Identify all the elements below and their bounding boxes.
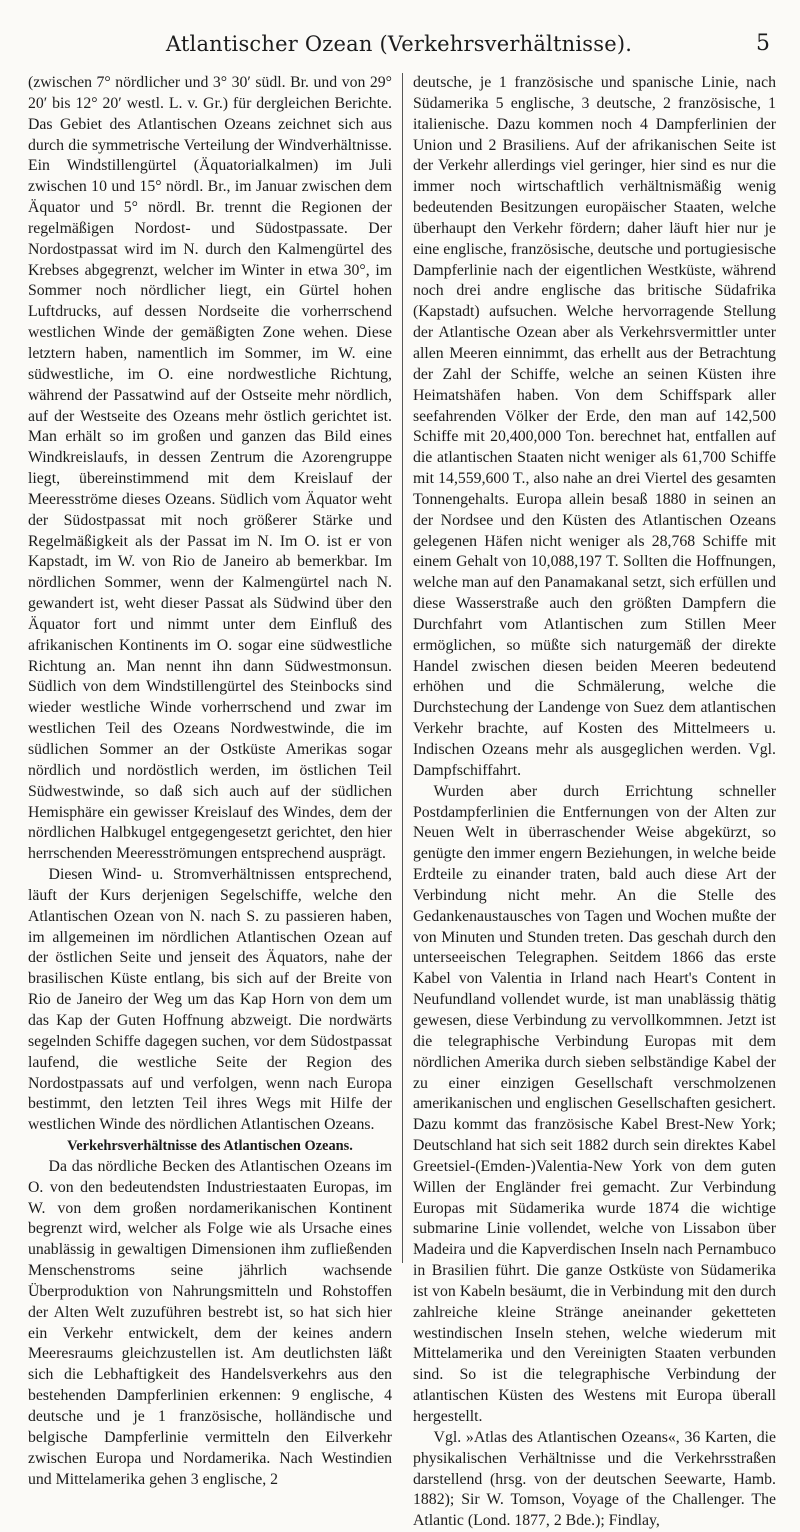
right-column bbox=[413, 73, 776, 1530]
column-divider bbox=[402, 73, 403, 1263]
paragraph-traffic: Da das nördliche Becken des Atlantischen Ozeans im O. von den bedeutendsten Industriestaaten Europas, im W. von dem großen nordamerikanischen Kontinent begrenzt wird, welcher als Folge wie als Ursache eines unablässig in gewaltigen Dimensionen ihm zufließenden Menschenstroms seine jährlich wachsende Überproduktion von Nahrungsmitteln und Rohstoffen der Alten Welt zuzuführen bestrebt ist, so hat sich hier ein Verkehr entwickelt, dem der keines andern Meeresraums gleichzustellen ist. Am deutlichsten läßt sich die Lebhaftigkeit des Handelsverkehrs aus den bestehenden Dampferlinien erkennen: 9 englische, 4 deutsche und je 1 französische, holländische und belgische Dampferlinie vermitteln den Eilverkehr zwischen Europa und Nordamerika. Nach Westindien und Mittelamerika gehen 3 englische, 2 bbox=[28, 1157, 392, 1488]
paragraph-telegraph: Wurden aber durch Errichtung schneller Postdampferlinien die Entfernungen von der Alten zur Neuen Welt in überraschender Weise abgekürzt, so genügte den immer engern Beziehungen, in welche beide Erdteile zu einander traten, bald auch diese Art der Verbindung nicht mehr. An die Stelle des Gedankenaustausches von Tagen und Wochen mußte der von Minuten und Stunden treten. Das geschah durch den unterseeischen Telegraphen. Seitdem 1866 das erste Kabel von Valentia in Irland nach Heart's Content in Neufundland vollendet wurde, ist man unablässig thätig gewesen, diese Verbindung zu vervollkommnen. Jetzt ist die telegraphische Verbindung Europas mit dem nördlichen Amerika durch sieben selbständige Kabel der zu einer einzigen Gesellschaft verschmolzenen amerikanischen und englischen Gesellschaften gesichert. Dazu kommt das französische Kabel Brest-New York; Deutschland hat sich seit 1882 durch sein direktes Kabel Greetsiel-(Emden-)Valentia-New York von dem guten Willen der Engländer frei gemacht. Zur Verbindung Europas mit Südamerika wurde 1874 die wichtige submarine Linie vollendet, welche von Lissabon über Madeira und die Kapverdischen Inseln nach Pernambuco in Brasilien führt. Die ganze Ostküste von Südamerika ist von Kabeln besäumt, die in Verbindung mit den durch zahlreiche kleine Stränge aneinander geketteten westindischen Inseln stehen, welche wiederum mit Mittelamerika und den Vereinigten Staaten verbunden sind. So ist die telegraphische Verbindung der atlantischen Küsten des Westens mit Europa überall hergestellt. bbox=[413, 782, 776, 1425]
paragraph-wind-conditions: (zwischen 7° nördlicher und 3° 30′ südl. Br. und von 29° 20′ bis 12° 20′ westl. L. v. Gr.) für dergleichen Berichte. Das Gebiet des Atlantischen Ozeans zeichnet sich aus durch die symmetrische Verteilung der Windverhältnisse. Ein Windstillengürtel (Äquatorialkalmen) im Juli zwischen 10 und 15° nördl. Br., im Januar zwischen dem Äquator und 5° nördl. Br. trennt die Regionen der regelmäßigen Nordost- und Südostpassate. Der Nordostpassat wird im N. durch den Kalmengürtel des Krebses abgegrenzt, welcher im Winter in etwa 30°, im Sommer noch nördlicher liegt, ein Gürtel hohen Luftdrucks, auf dessen Nordseite die vorherrschend westlichen Winde der gemäßigten Zone wehen. Diese letztern haben, namentlich im Sommer, im W. eine südwestliche, im O. eine nordwestliche Richtung, während der Passatwind auf der Ostseite mehr nördlich, auf der Westseite des Ozeans mehr östlich gerichtet ist. Man erhält so im großen und ganzen das Bild eines Windkreislaufs, in dessen Zentrum die Azorengruppe liegt, übereinstimmend mit dem Kreislauf der Meeresströme dieses Ozeans. Südlich vom Äquator weht der Südostpassat mit noch größerer Stärke und Regelmäßigkeit als der Passat im N. Im O. ist er von Kapstadt, im W. von Rio de Janeiro ab bemerkbar. Im nördlichen Sommer, wenn der Kalmengürtel nach N. gewandert ist, weht dieser Passat als Südwind über den Äquator fort und nimmt unter dem Einfluß des afrikanischen Kontinents im O. sogar eine südwestliche Richtung an. Man nennt ihn dann Südwestmonsun. Südlich von dem Windstillengürtel des Steinbocks sind wieder westliche Winde vorherrschend und zwar im westlichen Teil des Ozeans Nordwestwinde, die im südlichen Sommer an der Ostküste Amerikas sogar nördlich und nordöstlich werden, im östlichen Teil Südwestwinde, so daß sich auch auf der südlichen Hemisphäre ein gewisser Kreislauf des Windes, dem der nördlichen Halbkugel entgegengesetzt gerichtet, den hier herrschenden Meeresströmungen entsprechend ausprägt. bbox=[28, 74, 392, 863]
paragraph-literature: Vgl. »Atlas des Atlantischen Ozeans«, 36 Karten, die physikalischen Verhältnisse und die Verkehrsstraßen darstellend (hrsg. von der deutschen Seewarte, Hamb. 1882); Sir W. Tomson, Voyage of the Challenger. The Atlantic (Lond. 1877, 2 Bde.); Findlay, bbox=[413, 1428, 776, 1530]
section-subheading: Verkehrsverhältnisse des Atlantischen Ozeans. bbox=[67, 1138, 353, 1155]
running-head bbox=[28, 26, 770, 66]
left-column bbox=[28, 73, 392, 1488]
page-title: Atlantischer Ozean (Verkehrsverhältnisse). bbox=[165, 32, 633, 56]
paragraph-sailing-routes: Diesen Wind- u. Stromverhältnissen entsprechend, läuft der Kurs derjenigen Segelschiffe, welche den Atlantischen Ozean von N. nach S. zu passieren haben, im allgemeinen im nördlichen Atlantischen Ozean auf der östlichen Seite und jenseit des Äquators, nahe der brasilischen Küste entlang, bis sich auf der Breite von Rio de Janeiro der Weg um das Kap Horn von dem um das Kap der Guten Hoffnung abzweigt. Die nordwärts segelnden Schiffe dagegen suchen, vor dem Südostpassat laufend, die westliche Seite der Region des Nordostpassats auf und verfolgen, wenn nach Europa bestimmt, den letzten Teil ihres Wegs mit Hilfe der westlichen Winde des nördlichen Atlantischen Ozeans. bbox=[28, 866, 392, 1134]
page-number: 5 bbox=[756, 31, 770, 56]
paragraph-shipping-lines: deutsche, je 1 französische und spanische Linie, nach Südamerika 5 englische, 3 deutsche, 2 französische, 1 italienische. Dazu kommen noch 4 Dampferlinien der Union und 2 Brasiliens. Auf der afrikanischen Seite ist der Verkehr allerdings viel geringer, hier sind es nur die immer noch wirtschaftlich verhältnismäßig wenig bedeutenden Besitzungen europäischer Staaten, welche überhaupt den Verkehr fördern; daher läuft hier nur je eine englische, französische, deutsche und portugiesische Dampferlinie nach der eigentlichen Westküste, während noch drei andre englische das britische Südafrika (Kapstadt) aufsuchen. Welche hervorragende Stellung der Atlantische Ozean aber als Verkehrsvermittler unter allen Meeren einnimmt, das erhellt aus der Betrachtung der Zahl der Schiffe, welche an seinen Küsten ihre Heimatshäfen haben. Von dem Schiffspark aller seefahrenden Völker der Erde, den man auf 142,500 Schiffe mit 20,400,000 Ton. berechnet hat, entfallen auf die atlantischen Staaten nicht weniger als 61,700 Schiffe mit 14,559,600 T., also nahe an drei Viertel des gesamten Tonnengehalts. Europa allein besaß 1880 in seinen an der Nordsee und den Küsten des Atlantischen Ozeans gelegenen Häfen nicht weniger als 28,768 Schiffe mit einem Gehalt von 10,088,197 T. Sollten die Hoffnungen, welche man auf den Panamakanal setzt, sich erfüllen und diese Wasserstraße auch den größten Dampfern die Durchfahrt vom Atlantischen zum Stillen Meer ermöglichen, so müßte sich naturgemäß der direkte Handel zwischen diesen beiden Meeren bedeutend erhöhen und die Schmälerung, welche die Durchstechung der Landenge von Suez dem atlantischen Verkehr brachte, auf Kosten des Mittelmeers u. Indischen Ozeans mehr als ausgeglichen werden. Vgl. Dampfschiffahrt. bbox=[413, 74, 776, 779]
